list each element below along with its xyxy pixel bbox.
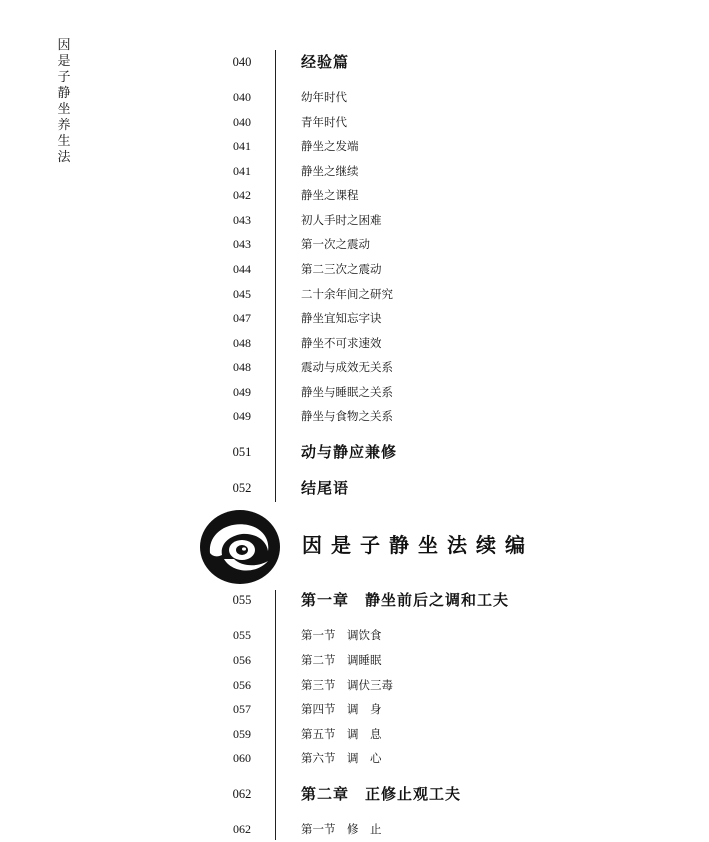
toc-entry-title: 震动与成效无关系	[301, 360, 393, 374]
toc-entry-title: 经验篇	[301, 53, 350, 71]
toc-entry-title: 第四节 调 身	[301, 702, 382, 716]
toc-entry-title: 第一节 调饮食	[301, 628, 382, 642]
toc-entry	[0, 233, 709, 255]
toc-entry	[0, 649, 709, 671]
toc-entry-title: 静坐宜知忘字诀	[301, 311, 382, 325]
side-title-char: 坐	[57, 102, 71, 117]
part-heading: 因是子静坐法续编	[302, 533, 534, 557]
toc-entry	[0, 698, 709, 720]
toc-page-number: 043	[233, 213, 251, 227]
toc-page-number: 062	[232, 787, 252, 801]
toc-page-number: 040	[233, 115, 251, 129]
toc-entry	[0, 283, 709, 305]
toc-entry	[0, 405, 709, 427]
toc-entry	[0, 135, 709, 157]
toc-entry-title: 幼年时代	[301, 90, 347, 104]
toc-entry	[0, 184, 709, 206]
swirl-emblem-icon	[198, 503, 282, 587]
toc-page-number: 043	[233, 237, 251, 251]
toc-entry-title: 静坐不可求速效	[301, 336, 382, 350]
toc-page-number: 052	[232, 481, 252, 495]
toc-entry-title: 静坐之课程	[301, 188, 359, 202]
toc-entry	[0, 332, 709, 354]
toc-entry	[0, 307, 709, 329]
toc-entry	[0, 86, 709, 108]
toc-entry	[0, 674, 709, 696]
toc-entry-title: 第一节 修 止	[301, 822, 382, 836]
toc-entry	[0, 51, 709, 73]
toc-entry-title: 第一章 静坐前后之调和工夫	[301, 591, 510, 609]
toc-page-number: 062	[233, 822, 251, 836]
toc-page-number: 044	[233, 262, 251, 276]
toc-page-number: 048	[233, 360, 251, 374]
toc-entry	[0, 589, 709, 611]
toc-entry-title: 二十余年间之研究	[301, 287, 393, 301]
toc-entry-title: 第二三次之震动	[301, 262, 382, 276]
toc-entry-title: 结尾语	[301, 479, 350, 497]
toc-entry-title: 第三节 调伏三毒	[301, 678, 393, 692]
toc-page-number: 045	[233, 287, 251, 301]
toc-entry-title: 第五节 调 息	[301, 727, 382, 741]
side-title-char: 养	[57, 118, 71, 133]
toc-page-number: 059	[233, 727, 251, 741]
toc-page-number: 060	[233, 751, 251, 765]
toc-entry-title: 第一次之震动	[301, 237, 370, 251]
toc-entry	[0, 624, 709, 646]
toc-entry-title: 静坐之发端	[301, 139, 359, 153]
toc-page-number: 048	[233, 336, 251, 350]
side-title-char: 子	[57, 70, 71, 85]
toc-page-number: 055	[232, 593, 252, 607]
toc-entry-title: 动与静应兼修	[301, 443, 398, 461]
toc-entry-title: 青年时代	[301, 115, 347, 129]
toc-entry	[0, 441, 709, 463]
toc-entry	[0, 747, 709, 769]
side-title-char: 生	[57, 134, 71, 149]
toc-page-number: 055	[233, 628, 251, 642]
toc-page-number: 040	[232, 55, 252, 69]
side-title-char: 因	[57, 38, 71, 53]
toc-page-number: 051	[232, 445, 252, 459]
toc-entry	[0, 723, 709, 745]
toc-page-number: 041	[233, 164, 251, 178]
toc-entry-title: 第二节 调睡眠	[301, 653, 382, 667]
side-title-char: 法	[57, 150, 71, 165]
toc-page-number: 047	[233, 311, 251, 325]
toc-entry-title: 第六节 调 心	[301, 751, 382, 765]
toc-page-number: 049	[233, 409, 251, 423]
toc-page-number: 041	[233, 139, 251, 153]
toc-page-number: 056	[233, 653, 251, 667]
toc-entry	[0, 818, 709, 840]
toc-entry	[0, 160, 709, 182]
toc-page-number: 056	[233, 678, 251, 692]
toc-entry	[0, 477, 709, 499]
toc-page-number: 042	[233, 188, 251, 202]
toc-entry-title: 静坐与食物之关系	[301, 409, 393, 423]
toc-entry-title: 第二章 正修止观工夫	[301, 785, 462, 803]
toc-page-number: 057	[233, 702, 251, 716]
toc-entry	[0, 381, 709, 403]
toc-entry	[0, 258, 709, 280]
toc-entry-title: 静坐之继续	[301, 164, 359, 178]
toc-entry-title: 静坐与睡眠之关系	[301, 385, 393, 399]
toc-entry	[0, 783, 709, 805]
toc-entry-title: 初人手时之困难	[301, 213, 382, 227]
toc-entry	[0, 356, 709, 378]
toc-entry	[0, 111, 709, 133]
side-title-char: 是	[57, 54, 71, 69]
toc-entry	[0, 209, 709, 231]
toc-page-number: 040	[233, 90, 251, 104]
toc-page-number: 049	[233, 385, 251, 399]
side-title-char: 静	[57, 86, 71, 101]
